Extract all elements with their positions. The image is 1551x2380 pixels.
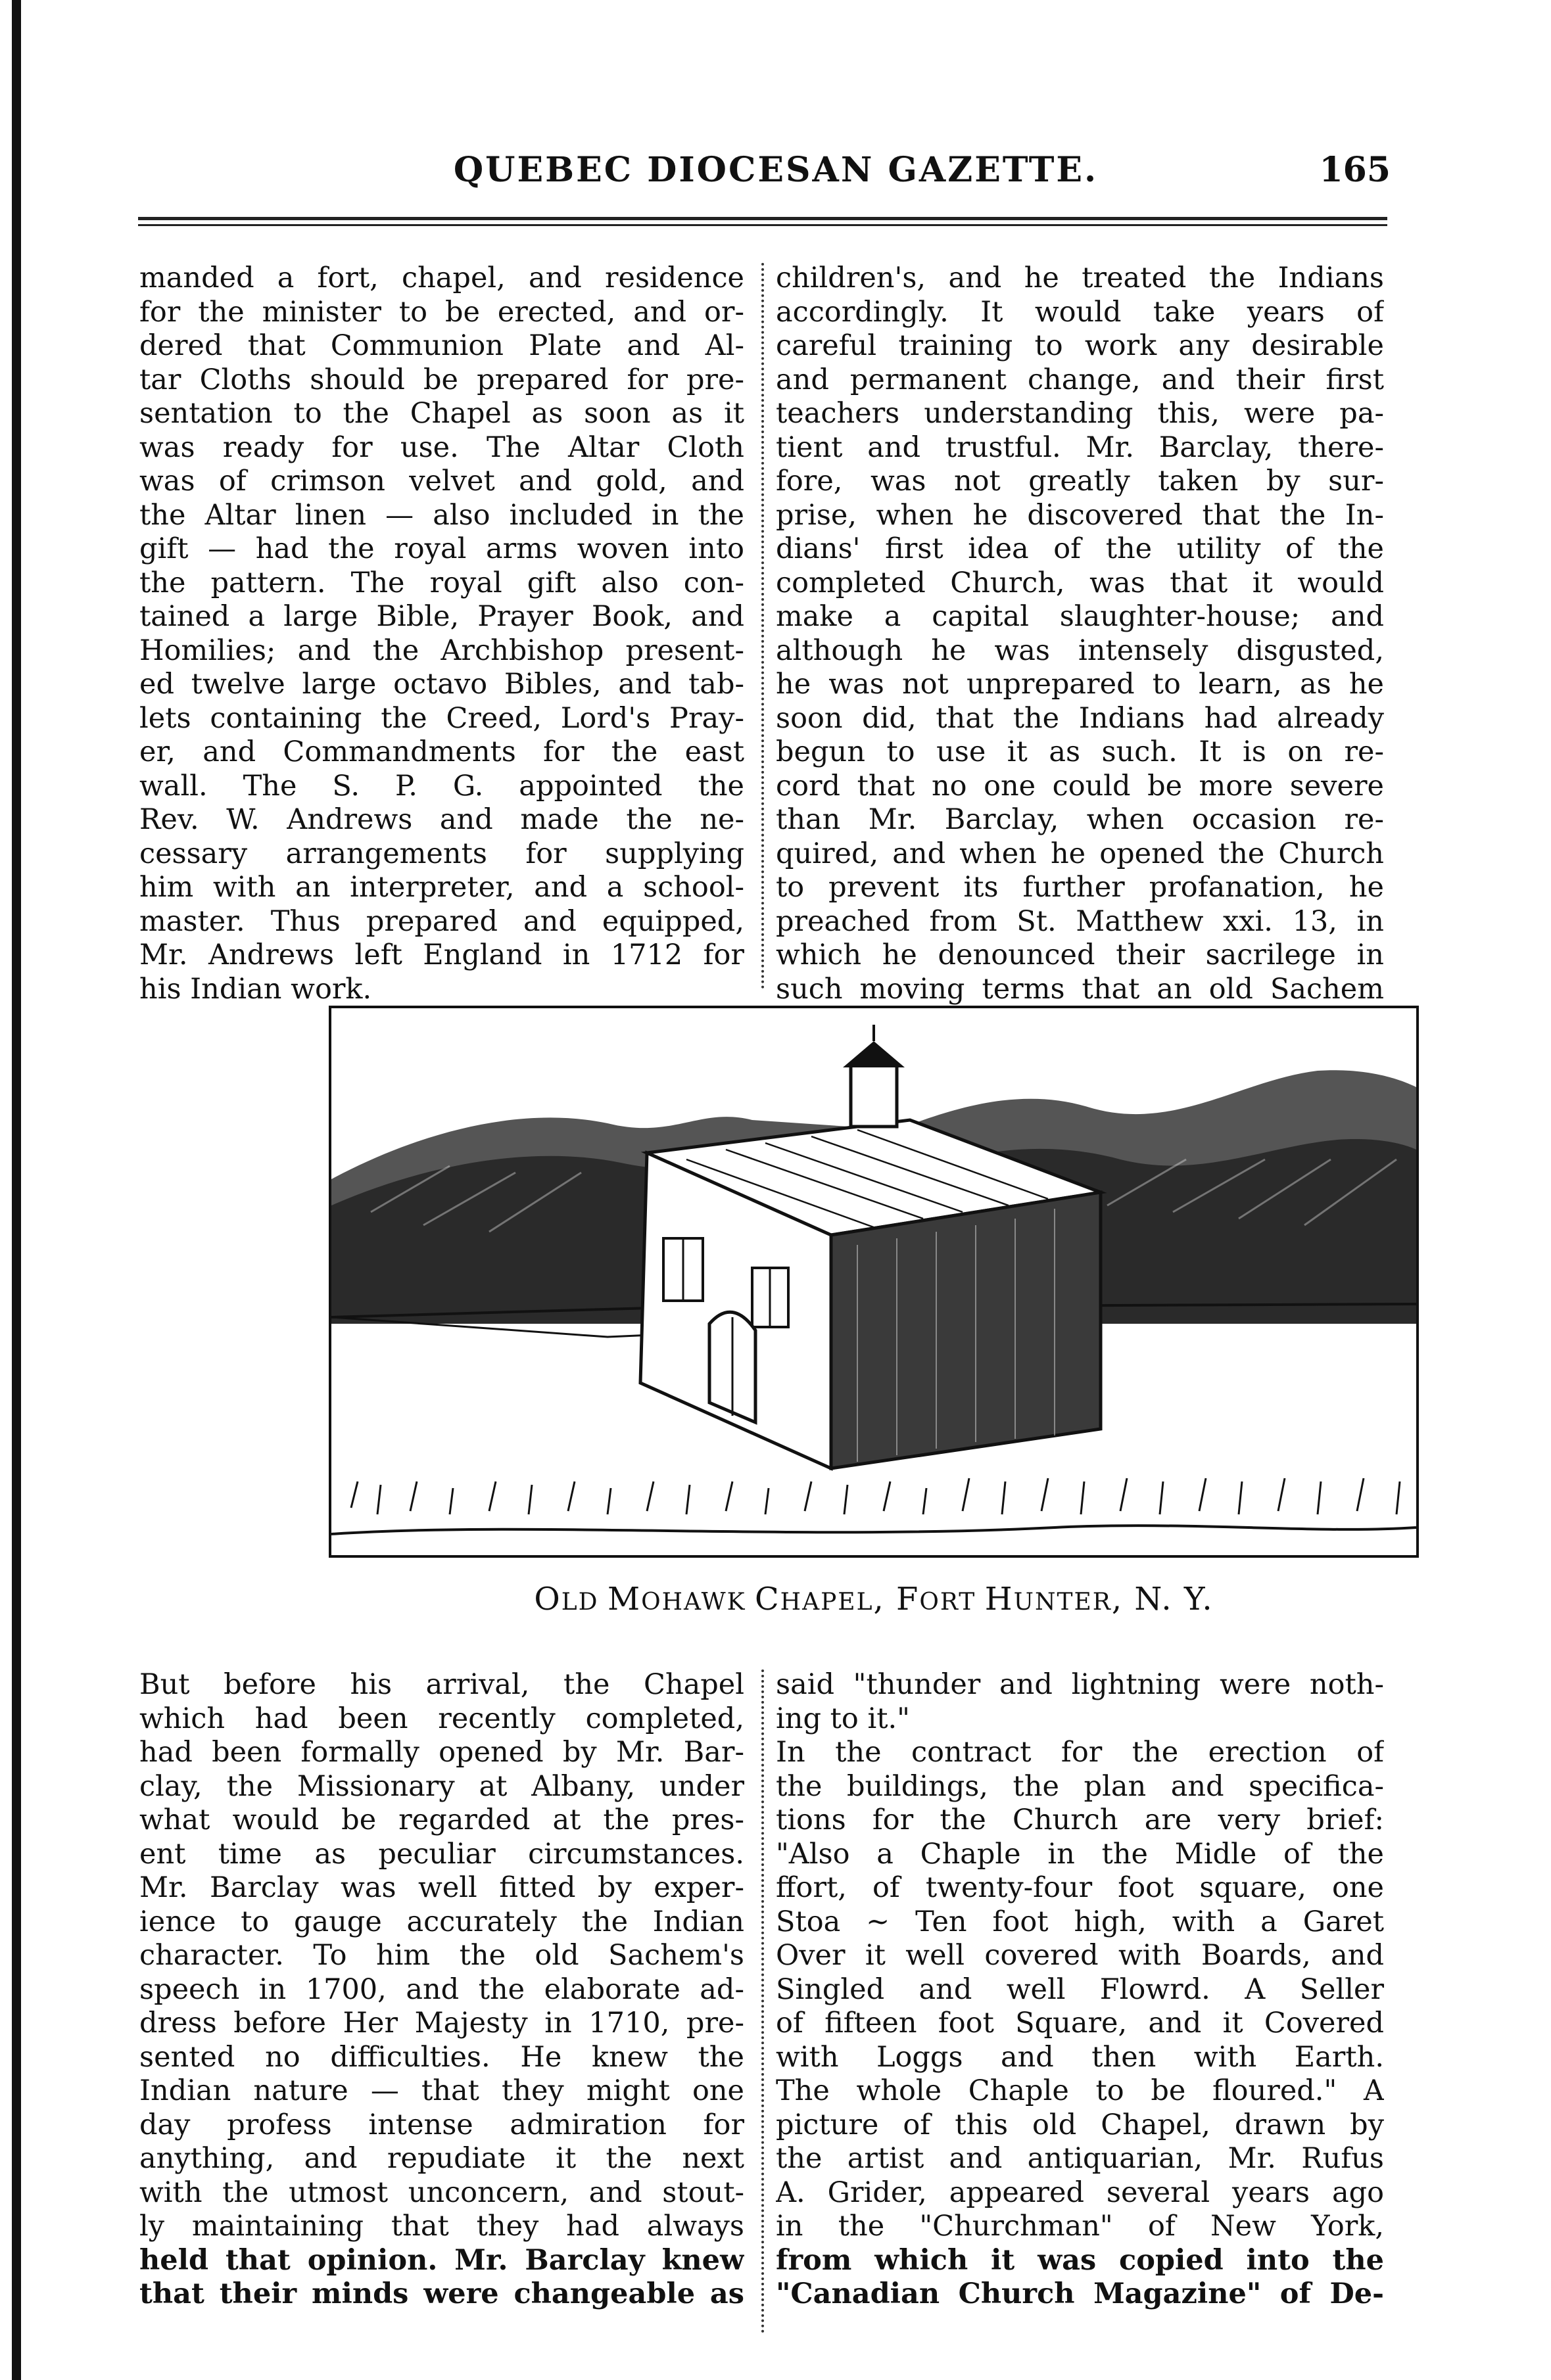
page-header-title: QUEBEC DIOCESAN GAZETTE. [453, 150, 1099, 190]
text-line: "Canadian Church Magazine" of De- [776, 2277, 1384, 2310]
text-line: he was not unprepared to learn, as he [776, 668, 1384, 701]
text-line: A. Grider, appeared several years ago [776, 2176, 1384, 2209]
text-line: tions for the Church are very brief: [776, 1804, 1384, 1836]
text-line: what would be regarded at the pres- [139, 1804, 744, 1836]
caption-part: HAPEL [780, 1589, 874, 1616]
text-line: Mr. Barclay was well fitted by exper- [139, 1871, 744, 1904]
text-line: anything, and repudiate it the next [139, 2142, 744, 2175]
text-line: wall. The S. P. G. appointed the [139, 769, 744, 803]
text-line: his Indian work. [139, 972, 372, 1006]
text-line: children's, and he treated the Indians [776, 262, 1384, 294]
text-line: teachers understanding this, were pa- [776, 397, 1384, 430]
column-divider-bottom [761, 1669, 764, 2333]
text-line: er, and Commandments for the east [139, 735, 744, 768]
caption-part: UNTER [1013, 1589, 1112, 1616]
caption-part: M [607, 1581, 642, 1618]
header-rule [138, 217, 1387, 226]
text-line: had been formally opened by Mr. Bar- [139, 1736, 744, 1769]
text-line: Indian nature — that they might one [139, 2074, 744, 2107]
text-line: careful training to work any desirable [776, 329, 1384, 362]
text-line: tient and trustful. Mr. Barclay, there- [776, 431, 1384, 464]
text-line: In the contract for the erection of [776, 1736, 1384, 1769]
text-line: although he was intensely disgusted, [776, 634, 1384, 667]
text-line: lets containing the Creed, Lord's Pray- [139, 701, 744, 735]
text-line: and permanent change, and their first [776, 363, 1384, 396]
text-line: such moving terms that an old Sachem [776, 972, 1384, 1006]
top-left-column [139, 262, 744, 1006]
text-line: dered that Communion Plate and Al- [139, 329, 744, 362]
text-line: for the minister to be erected, and or- [139, 295, 744, 329]
text-line: that their minds were changeable as [139, 2277, 744, 2310]
text-line: accordingly. It would take years of [776, 295, 1384, 329]
text-line: character. To him the old Sachem's [139, 1939, 744, 1972]
text-line: which had been recently completed, [139, 1702, 744, 1735]
text-line: sented no difficulties. He knew the [139, 2040, 744, 2074]
text-line: quired, and when he opened the Church [776, 837, 1384, 870]
text-line: was ready for use. The Altar Cloth [139, 431, 744, 464]
text-line: The whole Chaple to be floured." A [776, 2074, 1384, 2107]
text-line: ly maintaining that they had always [139, 2210, 744, 2243]
caption-part: OHAWK [641, 1589, 755, 1616]
text-line: speech in 1700, and the elaborate ad- [139, 1972, 744, 2006]
text-line: cessary arrangements for supplying [139, 837, 744, 870]
text-line: with the utmost unconcern, and stout- [139, 2176, 744, 2209]
text-line: tained a large Bible, Prayer Book, and [139, 600, 744, 633]
text-line: than Mr. Barclay, when occasion re- [776, 803, 1384, 836]
text-line: the buildings, the plan and specifica- [776, 1769, 1384, 1803]
caption-part: O [534, 1581, 561, 1618]
text-line: in the "Churchman" of New York, [776, 2210, 1384, 2243]
text-line: begun to use it as such. It is on re- [776, 735, 1384, 768]
caption-part: , [873, 1581, 896, 1618]
text-line: But before his arrival, the Chapel [139, 1668, 744, 1701]
text-line: master. Thus prepared and equipped, [139, 904, 744, 938]
text-line: him with an interpreter, and a school- [139, 871, 744, 904]
text-line: Singled and well Flowrd. A Seller [776, 1972, 1384, 2006]
text-line: sentation to the Chapel as soon as it [139, 397, 744, 430]
text-line: dress before Her Majesty in 1710, pre- [139, 2007, 744, 2040]
caption-part: F [896, 1581, 920, 1618]
text-line: manded a fort, chapel, and residence [139, 262, 744, 294]
text-line: cord that no one could be more severe [776, 769, 1384, 803]
text-line: from which it was copied into the [776, 2243, 1384, 2277]
page-edge-rule [12, 0, 21, 2380]
text-line: "Also a Chaple in the Midle of the [776, 1837, 1384, 1871]
text-line: the artist and antiquarian, Mr. Rufus [776, 2142, 1384, 2175]
text-line: make a capital slaughter-house; and [776, 600, 1384, 633]
text-line: dians' first idea of the utility of the [776, 532, 1384, 565]
caption-part: C [754, 1581, 780, 1618]
text-line: which he denounced their sacrilege in [776, 939, 1384, 971]
text-line: the Altar linen — also included in the [139, 498, 744, 532]
bottom-left-column [139, 1668, 744, 2312]
top-right-column [776, 262, 1384, 1006]
text-line: Stoa ~ Ten foot high, with a Garet [776, 1905, 1384, 1938]
text-line: prise, when he discovered that the In- [776, 498, 1384, 532]
page-number: 165 [1319, 150, 1391, 190]
text-line: Mr. Andrews left England in 1712 for [139, 939, 744, 971]
text-line: the pattern. The royal gift also con- [139, 566, 744, 599]
caption-part: H [984, 1581, 1014, 1618]
text-line: held that opinion. Mr. Barclay knew [139, 2243, 744, 2277]
text-line: ffort, of twenty-four foot square, one [776, 1871, 1384, 1904]
text-line: fore, was not greatly taken by sur- [776, 465, 1384, 498]
text-line: soon did, that the Indians had already [776, 701, 1384, 735]
text-line: said "thunder and lightning were noth- [776, 1668, 1384, 1701]
text-line: ent time as peculiar circumstances. [139, 1837, 744, 1871]
text-line: picture of this old Chapel, drawn by [776, 2108, 1384, 2141]
bottom-right-column [776, 1668, 1384, 2312]
illustration-caption [329, 1581, 1419, 1618]
text-line: Homilies; and the Archbishop present- [139, 634, 744, 667]
chapel-illustration [329, 1006, 1419, 1558]
text-line: preached from St. Matthew xxi. 13, in [776, 904, 1384, 938]
caption-part: ORT [919, 1589, 985, 1616]
column-divider-top [761, 263, 764, 989]
text-line: clay, the Missionary at Albany, under [139, 1769, 744, 1803]
text-line: to prevent its further profanation, he [776, 871, 1384, 904]
text-line: of fifteen foot Square, and it Covered [776, 2007, 1384, 2040]
text-line: ience to gauge accurately the Indian [139, 1905, 744, 1938]
text-line: Over it well covered with Boards, and [776, 1939, 1384, 1972]
text-line: Rev. W. Andrews and made the ne- [139, 803, 744, 836]
text-line: was of crimson velvet and gold, and [139, 465, 744, 498]
text-line: completed Church, was that it would [776, 566, 1384, 599]
text-line: day profess intense admiration for [139, 2108, 744, 2141]
caption-part: LD [561, 1589, 608, 1616]
text-line: with Loggs and then with Earth. [776, 2040, 1384, 2074]
text-line: ing to it." [776, 1702, 910, 1735]
text-line: ed twelve large octavo Bibles, and tab- [139, 668, 744, 701]
chapel-drawing [331, 1008, 1416, 1555]
text-line: gift — had the royal arms woven into [139, 532, 744, 565]
text-line: tar Cloths should be prepared for pre- [139, 363, 744, 396]
caption-part: , N. Y. [1111, 1581, 1214, 1618]
